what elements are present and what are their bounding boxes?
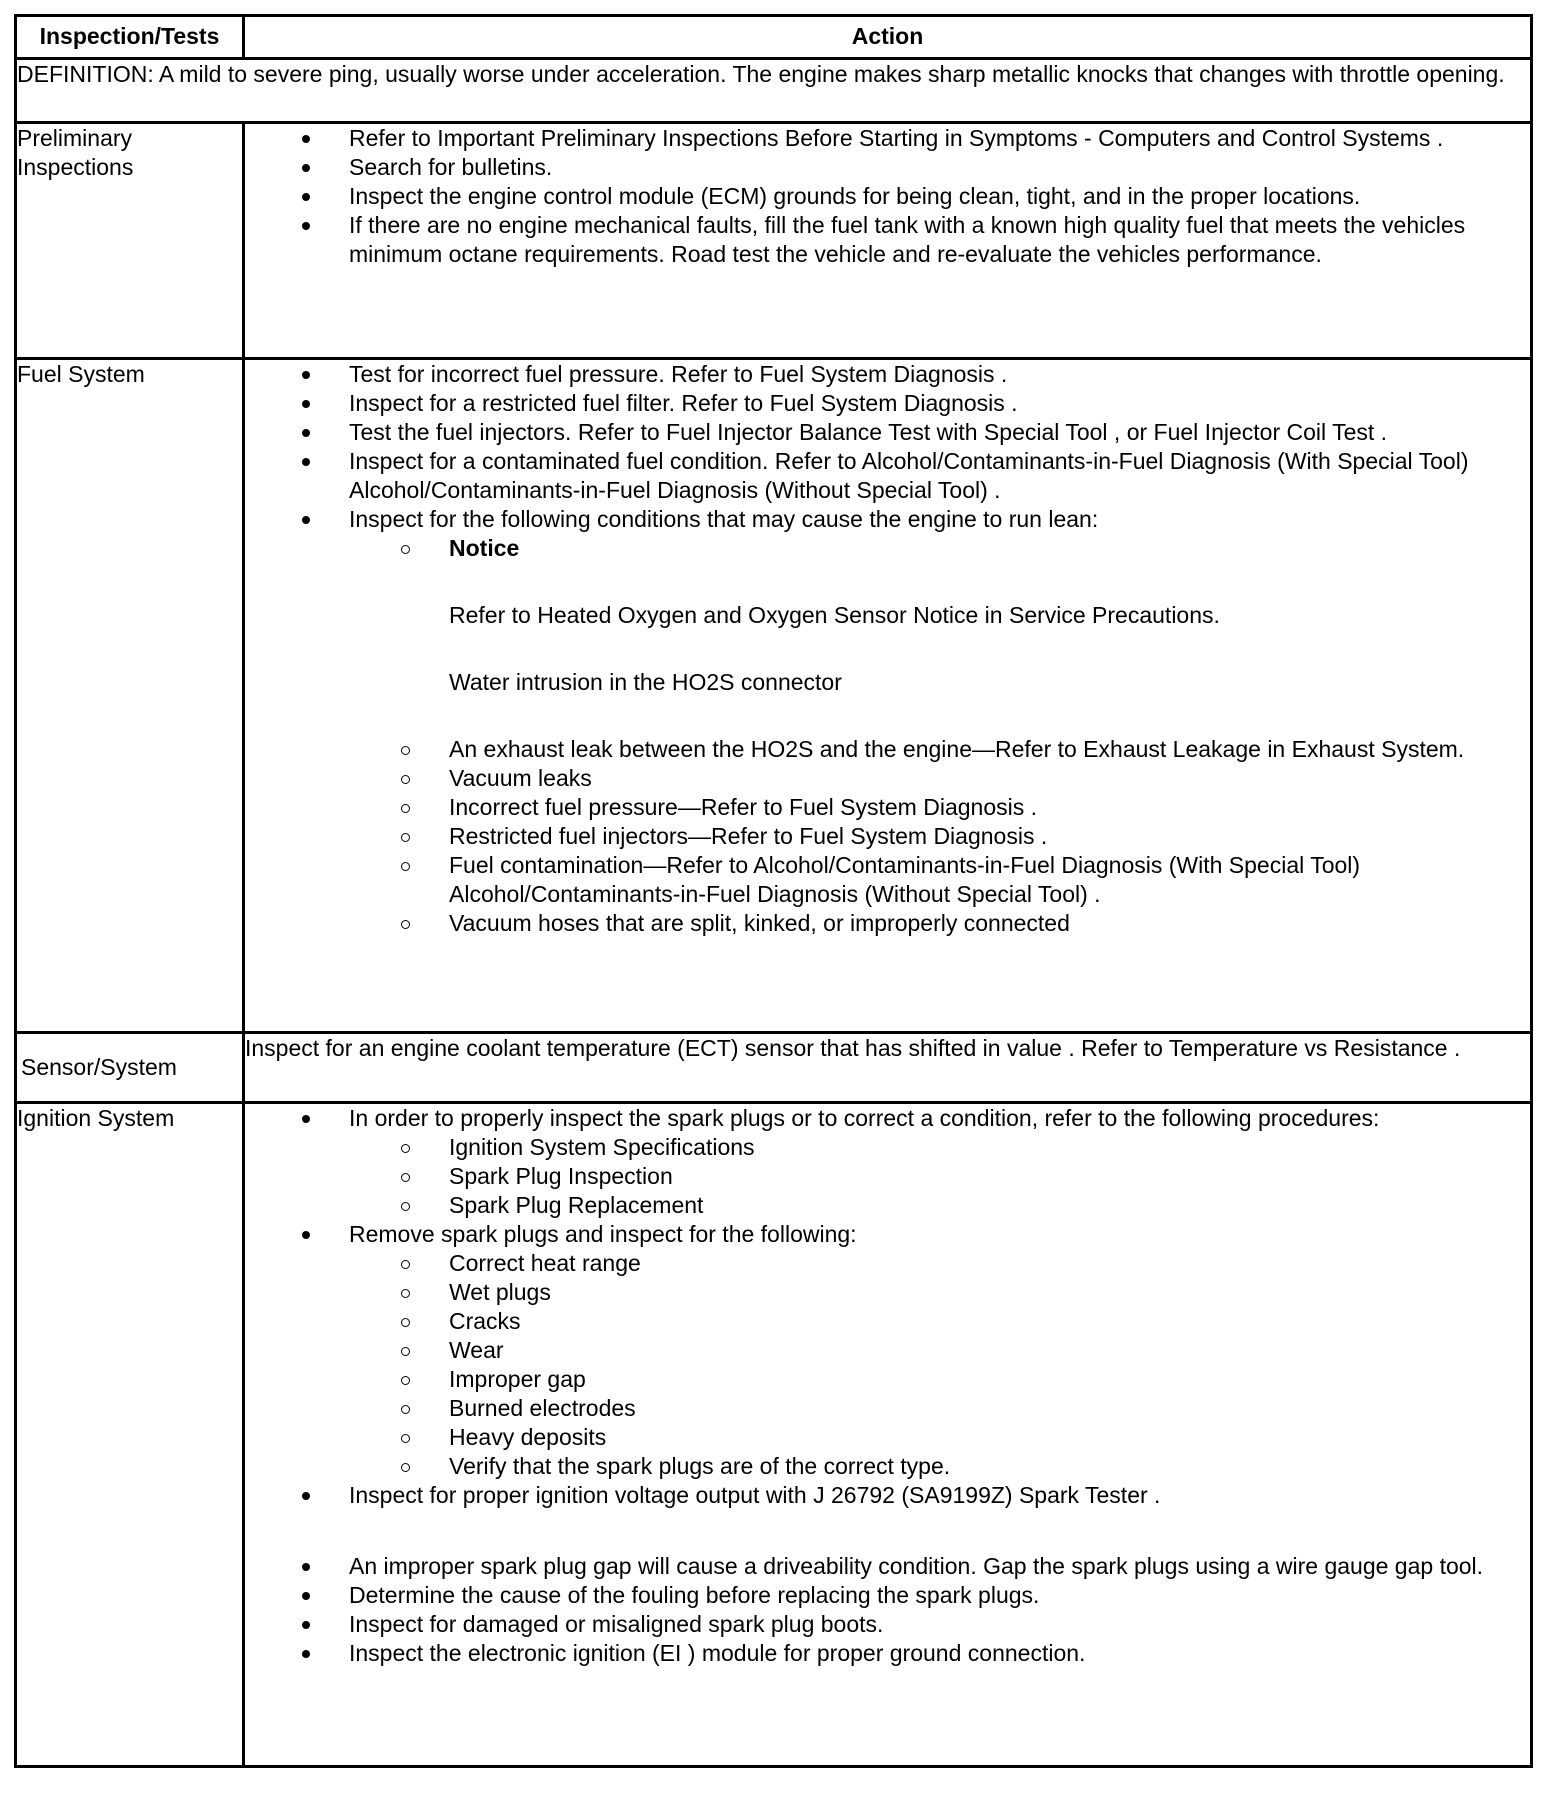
lean-conditions-text: Inspect for the following conditions that may cause the engine to run lean: [349,506,1099,532]
list-item: Test for incorrect fuel pressure. Refer to Fuel System Diagnosis . [349,360,1530,389]
header-inspection-tests: Inspection/Tests [16,16,244,59]
list-item: Inspect for proper ignition voltage output with J 26792 (SA9199Z) Spark Tester . [349,1481,1530,1510]
preliminary-label: Preliminary Inspections [16,123,244,359]
diagnostic-table [14,14,1533,1768]
ignition-label: Ignition System [16,1103,244,1767]
sub-list-item: Wet plugs [449,1278,1530,1307]
sub-list-item: Correct heat range [449,1249,1530,1278]
sub-list-item: Ignition System Specifications [449,1133,1530,1162]
sub-list-item: Improper gap [449,1365,1530,1394]
procedures-text: In order to properly inspect the spark plugs or to correct a condition, refer to the following procedures: [349,1105,1380,1131]
list-item: Inspect for damaged or misaligned spark plug boots. [349,1610,1530,1639]
sub-list-item: Restricted fuel injectors—Refer to Fuel System Diagnosis . [449,822,1530,851]
sensor-text: Inspect for an engine coolant temperature (ECT) sensor that has shifted in value . Refer to Temperature vs Resistance . [244,1033,1532,1103]
preliminary-row [16,123,1532,359]
list-item: If there are no engine mechanical faults, fill the fuel tank with a known high quality fuel that meets the vehicles minimum octane requirements. Road test the vehicle and re-evaluate the vehicles performance. [349,211,1530,269]
list-item: Inspect the electronic ignition (EI ) module for proper ground connection. [349,1639,1530,1668]
list-item: Inspect for a contaminated fuel condition. Refer to Alcohol/Contaminants-in-Fuel Diagnosis (With Special Tool) Alcohol/Contaminants-in-Fuel Diagnosis (Without Special Tool) . [349,447,1530,505]
ignition-row [16,1103,1532,1767]
header-action: Action [244,16,1532,59]
remove-plugs-text: Remove spark plugs and inspect for the following: [349,1221,857,1247]
sensor-label: Sensor/System [16,1033,244,1103]
list-item: Refer to Important Preliminary Inspections Before Starting in Symptoms - Computers and Control Systems . [349,124,1530,153]
list-item [349,1220,1530,1481]
definition-text: DEFINITION: A mild to severe ping, usually worse under acceleration. The engine makes sharp metallic knocks that changes with throttle opening. [16,59,1532,123]
sub-list-item: Spark Plug Replacement [449,1191,1530,1220]
sub-list-item: Spark Plug Inspection [449,1162,1530,1191]
preliminary-actions [244,123,1532,359]
sub-list-item: Fuel contamination—Refer to Alcohol/Contaminants-in-Fuel Diagnosis (With Special Tool) Alcohol/Contaminants-in-Fuel Diagnosis (Without Special Tool) . [449,851,1530,909]
sensor-row [16,1033,1532,1103]
sub-list-item: Verify that the spark plugs are of the correct type. [449,1452,1530,1481]
notice-title: Notice [449,535,520,561]
list-item: Inspect for a restricted fuel filter. Refer to Fuel System Diagnosis . [349,389,1530,418]
sub-list-item: An exhaust leak between the HO2S and the engine—Refer to Exhaust Leakage in Exhaust System. [449,735,1530,764]
fuel-label: Fuel System [16,359,244,1033]
list-item: Test the fuel injectors. Refer to Fuel Injector Balance Test with Special Tool , or Fuel Injector Coil Test . [349,418,1530,447]
fuel-actions [244,359,1532,1033]
list-item: Determine the cause of the fouling before replacing the spark plugs. [349,1581,1530,1610]
list-item: An improper spark plug gap will cause a driveability condition. Gap the spark plugs using a wire gauge gap tool. [349,1552,1530,1581]
sub-list-item: Incorrect fuel pressure—Refer to Fuel System Diagnosis . [449,793,1530,822]
sub-list-item: Vacuum hoses that are split, kinked, or improperly connected [449,909,1530,938]
notice-extra: Water intrusion in the HO2S connector [449,669,842,695]
notice-item [449,534,1530,735]
header-row [16,16,1532,59]
list-item [349,505,1530,938]
sub-list-item: Burned electrodes [449,1394,1530,1423]
list-item: Search for bulletins. [349,153,1530,182]
ignition-actions [244,1103,1532,1767]
fuel-row [16,359,1532,1033]
list-item: Inspect the engine control module (ECM) grounds for being clean, tight, and in the proper locations. [349,182,1530,211]
sub-list-item: Cracks [449,1307,1530,1336]
sub-list-item: Heavy deposits [449,1423,1530,1452]
sub-list-item: Wear [449,1336,1530,1365]
notice-text: Refer to Heated Oxygen and Oxygen Sensor Notice in Service Precautions. [449,602,1220,628]
list-item [349,1104,1530,1220]
definition-row [16,59,1532,123]
sub-list-item: Vacuum leaks [449,764,1530,793]
